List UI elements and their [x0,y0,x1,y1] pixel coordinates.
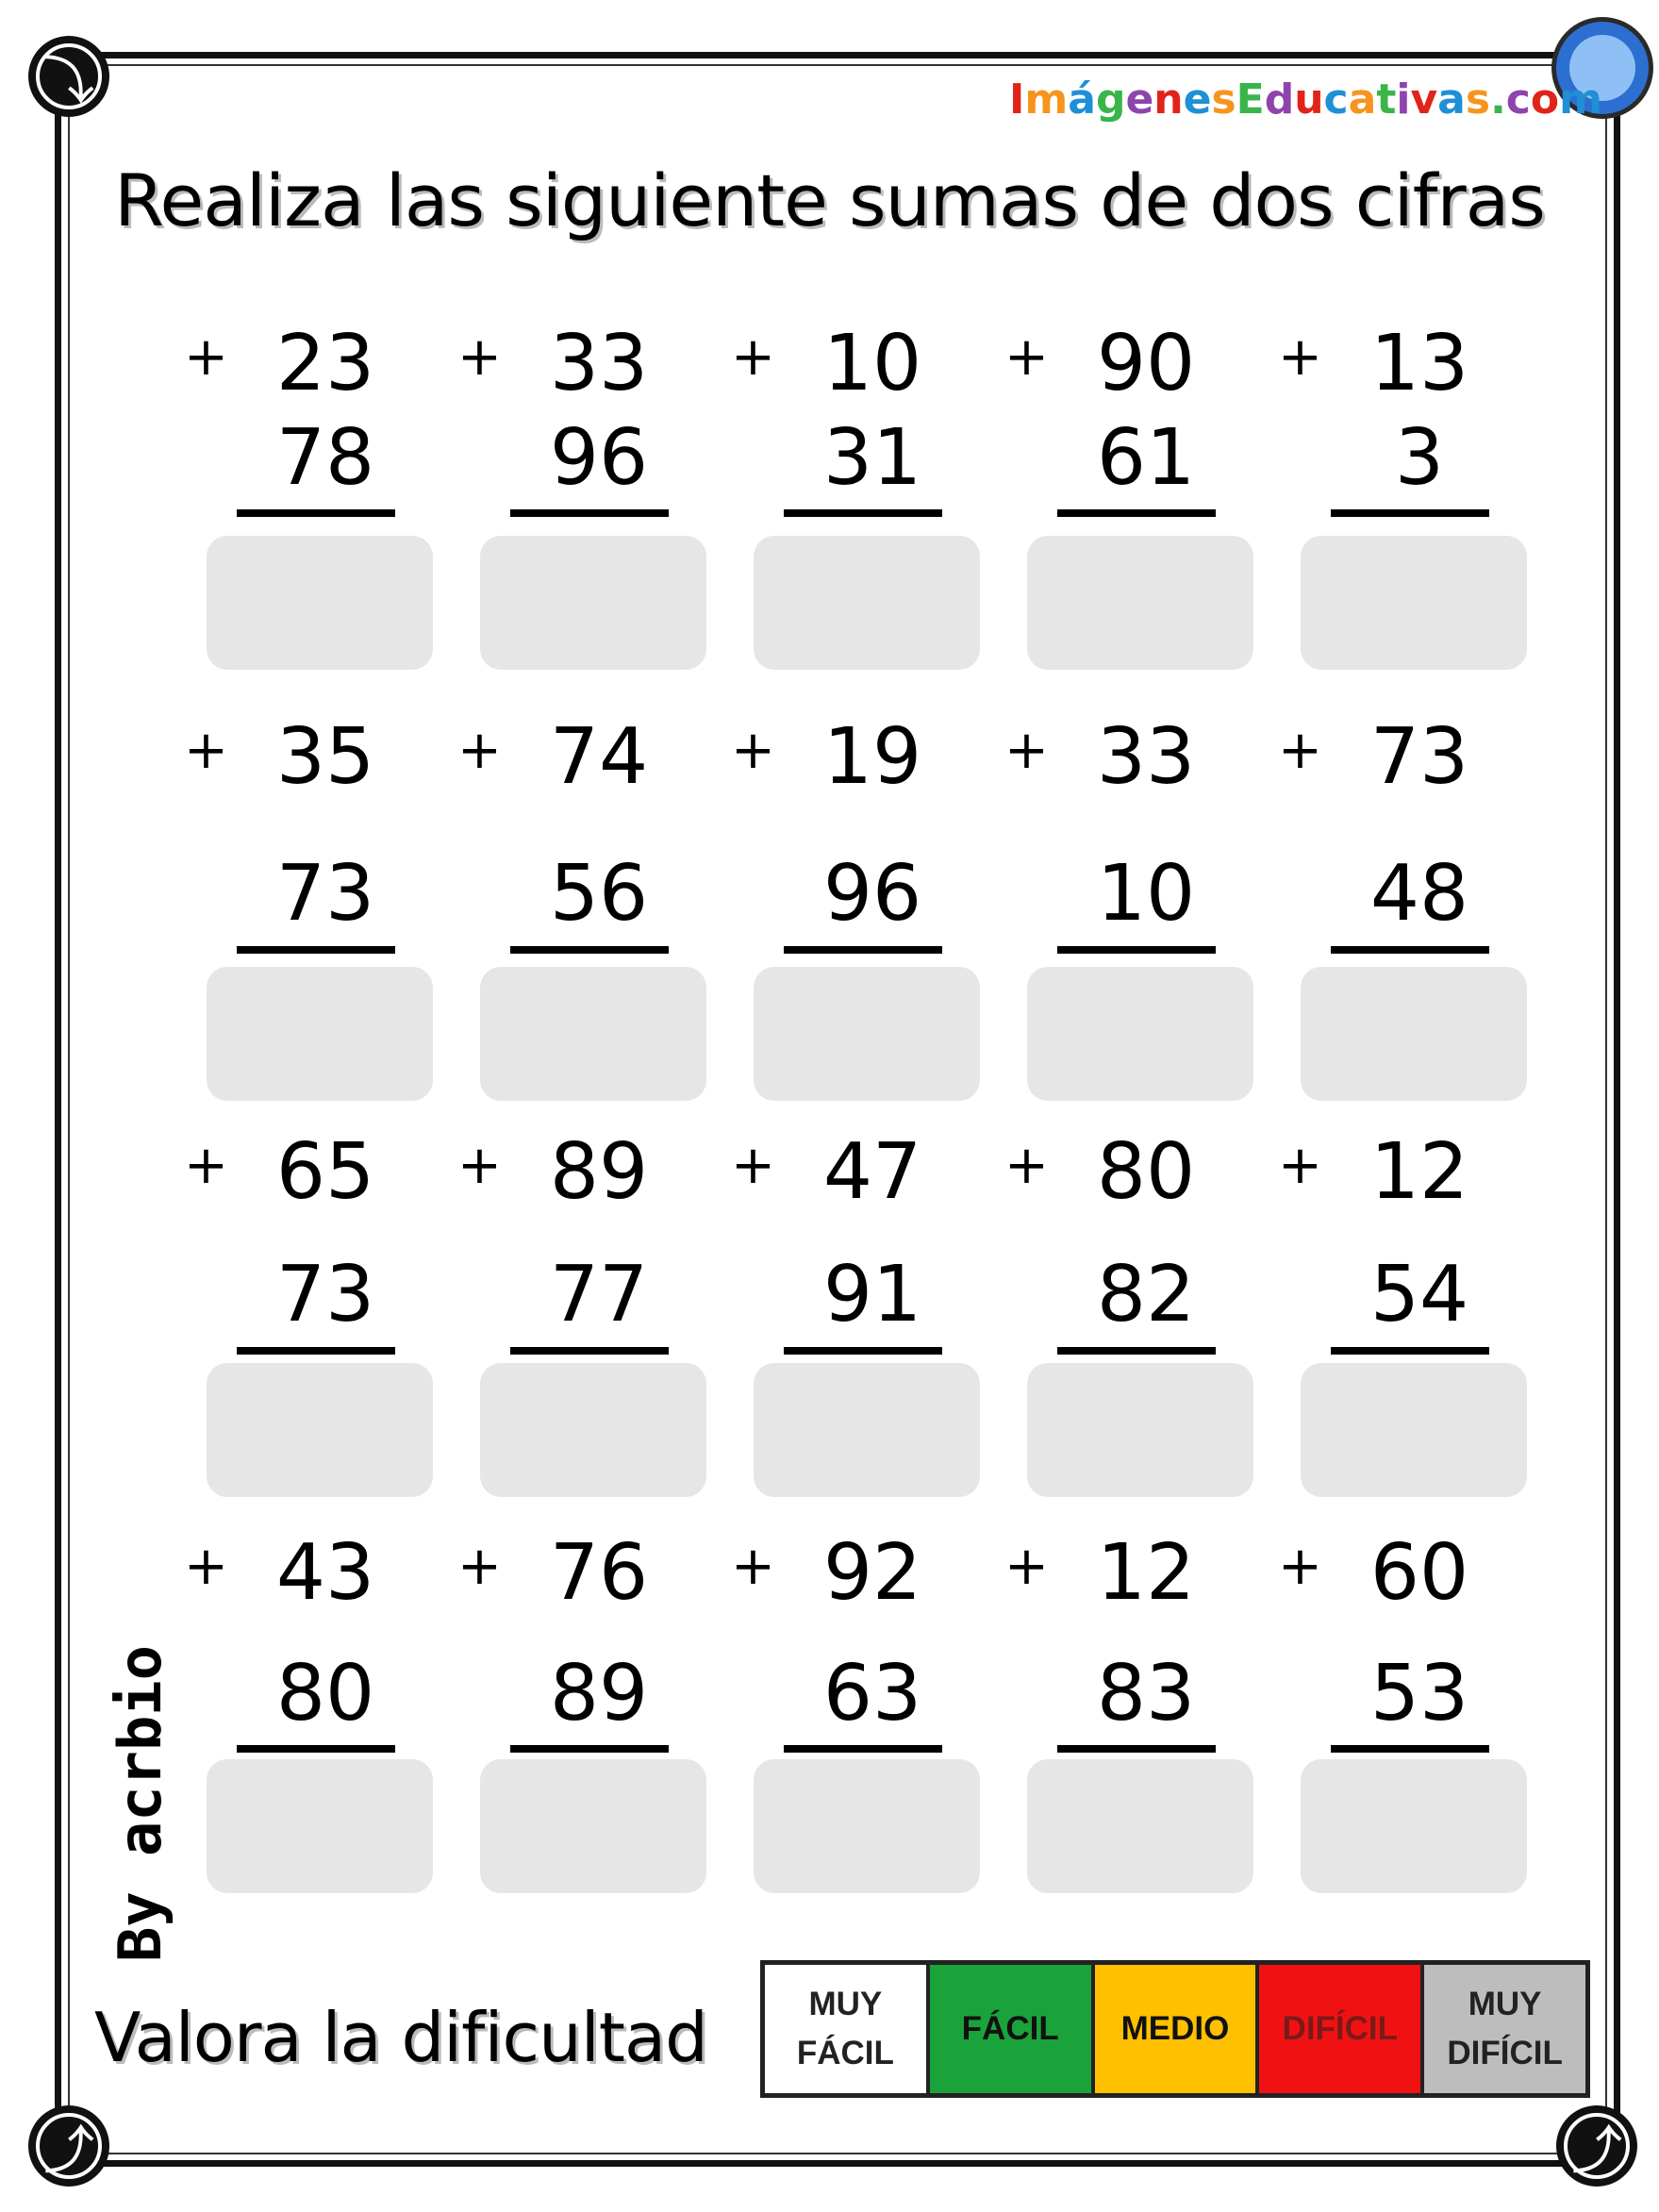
addend-bottom: 3 [1394,413,1445,503]
plus-sign: + [1004,720,1049,781]
addend-bottom: 31 [822,413,922,503]
plus-sign: + [1004,1135,1049,1196]
answer-box[interactable] [1027,1759,1253,1893]
addend-top: 12 [1096,1528,1196,1618]
rating-option[interactable] [930,1965,1095,2093]
plus-sign: + [1004,1536,1049,1597]
rating-option-label-line2: DIFÍCIL [1447,2035,1563,2071]
sum-line [1057,509,1216,517]
rating-option-label-line2: FÁCIL [796,2035,894,2071]
addend-top: 19 [822,712,922,802]
answer-box[interactable] [207,967,433,1101]
plus-sign: + [731,1135,775,1196]
addend-top: 73 [1369,712,1469,802]
addend-bottom: 80 [275,1649,375,1738]
addend-top: 47 [822,1127,922,1217]
sum-line [510,946,669,954]
answer-box[interactable] [207,536,433,670]
plus-sign: + [731,326,775,388]
addend-bottom: 89 [549,1649,649,1738]
answer-box[interactable] [1301,967,1527,1101]
rating-option[interactable] [765,1965,930,2093]
answer-box[interactable] [480,1363,706,1497]
plus-sign: + [1278,720,1322,781]
addend-bottom: 10 [1096,849,1196,939]
worksheet-title: Realiza las siguiente sumas de dos cifras [114,158,1545,242]
sum-line [784,1745,942,1753]
rating-label: Valora la dificultad [94,1998,707,2077]
addend-top: 33 [1096,712,1196,802]
corner-decoration-bottom-right: ⤴ [1556,2105,1637,2187]
sum-line [510,1745,669,1753]
sum-line [237,946,395,954]
rating-option[interactable] [1424,1965,1585,2093]
sum-line [784,946,942,954]
difficulty-rating [760,1960,1590,2098]
sum-line [237,509,395,517]
addend-bottom: 96 [549,413,649,503]
addend-top: 10 [822,319,922,408]
answer-box[interactable] [207,1363,433,1497]
sum-line [1331,1347,1489,1355]
addend-bottom: 73 [275,849,375,939]
rating-option-label: MUY [808,1986,883,2022]
addend-top: 35 [275,712,375,802]
plus-sign: + [457,720,502,781]
addend-top: 76 [549,1528,649,1618]
sum-line [510,509,669,517]
plus-sign: + [1004,326,1049,388]
sum-line [237,1745,395,1753]
addend-bottom: 78 [275,413,375,503]
addend-bottom: 54 [1369,1250,1469,1339]
corner-decoration-top-left: ⤵ [28,36,109,117]
rating-option[interactable] [1095,1965,1260,2093]
addend-bottom: 53 [1369,1649,1469,1738]
addend-top: 89 [549,1127,649,1217]
addend-bottom: 82 [1096,1250,1196,1339]
addend-bottom: 91 [822,1250,922,1339]
addend-top: 92 [822,1528,922,1618]
corner-decoration-bottom-left: ⤴ [28,2105,109,2187]
sum-line [784,1347,942,1355]
sum-line [1057,1745,1216,1753]
addend-bottom: 77 [549,1250,649,1339]
answer-box[interactable] [1027,536,1253,670]
answer-box[interactable] [480,536,706,670]
plus-sign: + [184,326,228,388]
answer-box[interactable] [1027,967,1253,1101]
addend-top: 65 [275,1127,375,1217]
answer-box[interactable] [754,1363,980,1497]
addend-top: 13 [1369,319,1469,408]
plus-sign: + [731,1536,775,1597]
addend-bottom: 48 [1369,849,1469,939]
addend-bottom: 73 [275,1250,375,1339]
addend-bottom: 61 [1096,413,1196,503]
plus-sign: + [457,1135,502,1196]
answer-box[interactable] [754,967,980,1101]
sum-line [510,1347,669,1355]
plus-sign: + [184,1536,228,1597]
author-credit: By acrbio [106,1645,174,1962]
plus-sign: + [1278,1536,1322,1597]
addend-bottom: 56 [549,849,649,939]
plus-sign: + [184,1135,228,1196]
sum-line [237,1347,395,1355]
sum-line [1057,946,1216,954]
addend-top: 60 [1369,1528,1469,1618]
sum-line [1057,1347,1216,1355]
addend-top: 90 [1096,319,1196,408]
addend-bottom: 96 [822,849,922,939]
plus-sign: + [1278,1135,1322,1196]
answer-box[interactable] [207,1759,433,1893]
plus-sign: + [1278,326,1322,388]
plus-sign: + [457,326,502,388]
answer-box[interactable] [480,967,706,1101]
plus-sign: + [731,720,775,781]
addend-top: 74 [549,712,649,802]
answer-box[interactable] [754,1759,980,1893]
addend-top: 12 [1369,1127,1469,1217]
addend-bottom: 83 [1096,1649,1196,1738]
plus-sign: + [184,720,228,781]
answer-box[interactable] [754,536,980,670]
addend-top: 33 [549,319,649,408]
rating-option-label: FÁCIL [961,2010,1059,2047]
addend-top: 43 [275,1528,375,1618]
rating-option-label: DIFÍCIL [1282,2010,1399,2047]
sum-line [1331,1745,1489,1753]
answer-box[interactable] [1027,1363,1253,1497]
rating-option-label: MUY [1468,1986,1542,2022]
rating-option[interactable] [1259,1965,1424,2093]
addend-top: 23 [275,319,375,408]
sum-line [1331,509,1489,517]
answer-box[interactable] [1301,1363,1527,1497]
plus-sign: + [457,1536,502,1597]
addend-top: 80 [1096,1127,1196,1217]
addend-bottom: 63 [822,1649,922,1738]
rating-option-label: MEDIO [1120,2010,1230,2047]
answer-box[interactable] [1301,1759,1527,1893]
sum-line [1331,946,1489,954]
answer-box[interactable] [480,1759,706,1893]
answer-box[interactable] [1301,536,1527,670]
site-name: ImágenesEducativas.com [1009,75,1602,124]
sum-line [784,509,942,517]
